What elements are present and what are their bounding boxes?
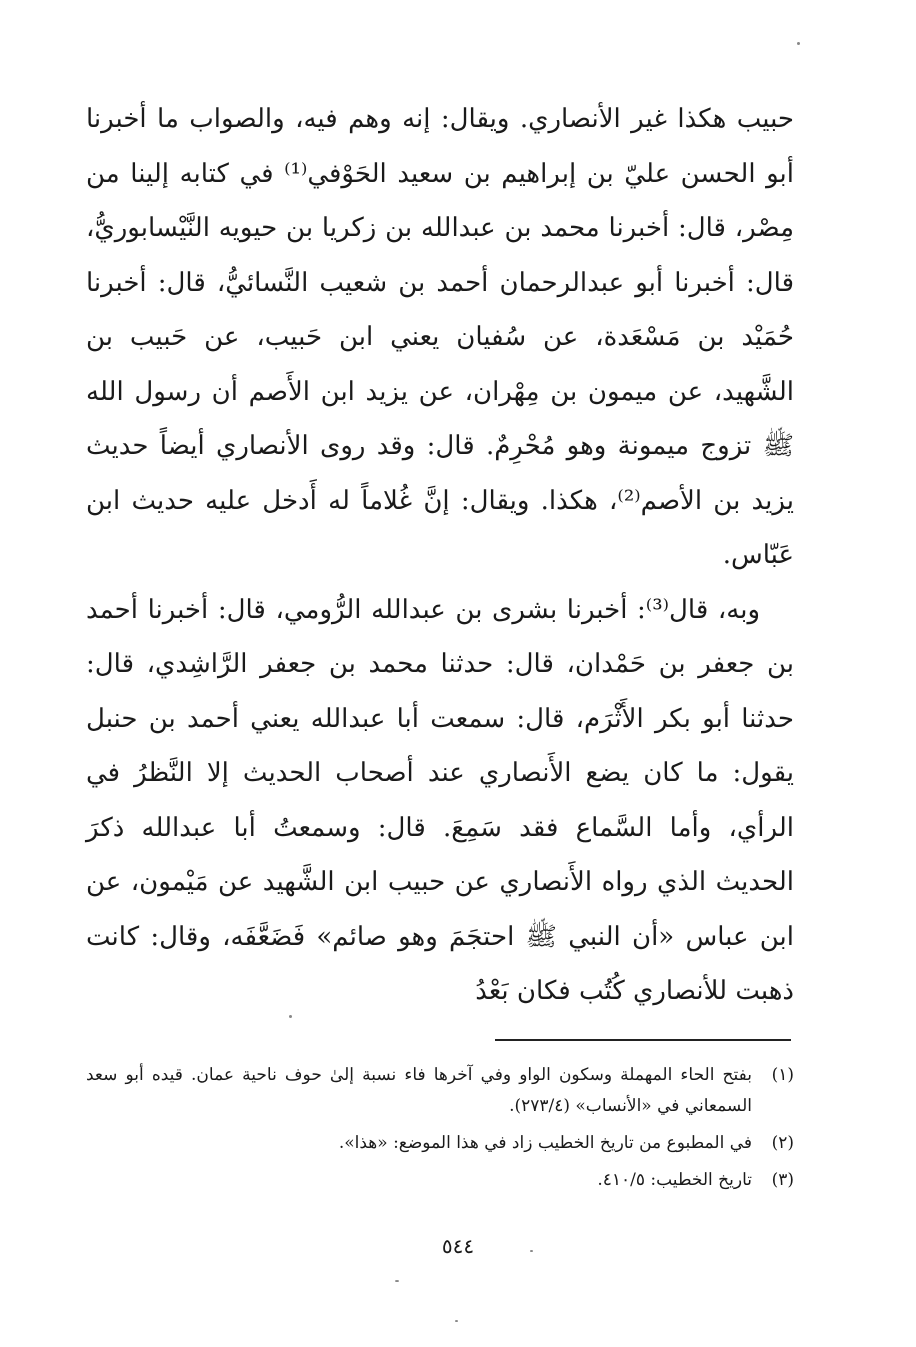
- footnote-text: تاريخ الخطيب: ٤١٠/٥.: [597, 1170, 752, 1190]
- scan-speck: [455, 1320, 458, 1322]
- scan-speck: [530, 1250, 533, 1252]
- scan-speck: [797, 42, 800, 45]
- footnote-3: [86, 1165, 794, 1196]
- scan-speck: [395, 1280, 399, 1282]
- paragraph-2: وبه، قال⁽³⁾: أخبرنا بشرى بن عبدالله الرُّومي، قال: أخبرنا أحمد بن جعفر بن حَمْدان، قال: حدثنا محمد بن جعفر الرَّاشِدي، قال: حدثنا أبو بكر الأَثْرَم، قال: سمعت أبا عبدالله يعني أحمد بن حنبل يقول: ما كان يضع الأَنصاري عند أصحاب الحديث إلا النَّظرُ في الرأي، وأما السَّماع فقد سَمِعَ. قال: وسمعتُ أبا عبدالله ذكرَ الحديث الذي رواه الأَنصاري عن حبيب ابن الشَّهيد عن مَيْمون، عن ابن عباس «أن النبي ﷺ احتجَمَ وهو صائم» فَضَعَّفَه، وقال: كانت ذهبت للأنصاري كُتُب فكان بَعْدُ: [86, 594, 795, 1006]
- paragraph-1: حبيب هكذا غير الأنصاري. ويقال: إنه وهم فيه، والصواب ما أخبرنا أبو الحسن عليّ بن إبراهيم بن سعيد الحَوْفي⁽¹⁾ في كتابه إلينا من مِصْر، قال: أخبرنا محمد بن عبدالله بن زكريا بن حيويه النَّيْسابوريُّ، قال: أخبرنا أبو عبدالرحمان أحمد بن شعيب النَّسائيُّ، قال: أخبرنا حُمَيْد بن مَسْعَدة، عن سُفيان يعني ابن حَبيب، عن حَبيب بن الشَّهيد، عن ميمون بن مِهْران، عن يزيد ابن الأَصم أن رسول الله ﷺ تزوج ميمونة وهو مُحْرِمٌ. قال: وقد روى الأنصاري أيضاً حديث يزيد بن الأصم⁽²⁾، هكذا. ويقال: إنَّ غُلاماً له أَدخل عليه حديث ابن عَبّاس.: [86, 104, 795, 570]
- footnote-number: (٢): [771, 1133, 794, 1153]
- footnote-number: (٣): [771, 1170, 794, 1190]
- scan-speck: [289, 1015, 292, 1018]
- page-number: ٥٤٤: [441, 1234, 475, 1258]
- footnote-1: [86, 1060, 794, 1122]
- footnote-separator: [495, 1039, 791, 1041]
- footnotes: [86, 1060, 794, 1202]
- footnote-2: [86, 1128, 794, 1159]
- footnote-text: في المطبوع من تاريخ الخطيب زاد في هذا الموضع: «هذا».: [338, 1133, 752, 1153]
- footnote-number: (١): [771, 1065, 794, 1085]
- main-text-block: [86, 92, 794, 1019]
- footnote-text: بفتح الحاء المهملة وسكون الواو وفي آخرها فاء نسبة إلىٰ حوف ناحية عمان. قيده أبو سعد السمعاني في «الأنساب» (٢٧٣/٤).: [86, 1065, 752, 1116]
